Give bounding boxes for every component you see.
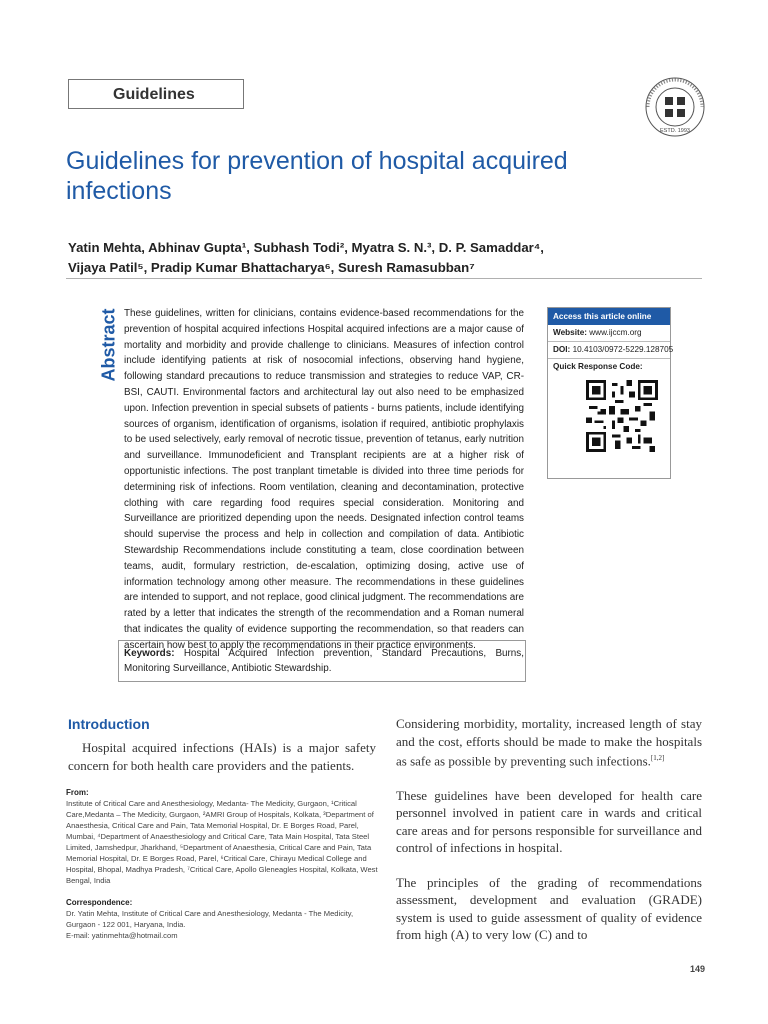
from-label: From: (66, 788, 89, 797)
doi-value: 10.4103/0972-5229.128705 (572, 345, 674, 354)
society-logo (644, 76, 706, 138)
from-text: Institute of Critical Care and Anesthesiology, Medanta- The Medicity, Gurgaon, ¹Critical Care,Medanta – The Medicity, Gurgaon, ²AMRI Group of Hospitals, Kolkata, ³Department of Anaesthesia, Critical Care and Pain, Tata Memorial Hospital, Dr. E Borges Road, Parel, Mumbai, ⁴Department of Anaesthesiology and Critical Care, Tata Main Hospital, Tata Steel Limited, Jamshedpur, Jharkhand, ⁵Department of Anaesthesia, Critical Care and Pain, Tata Memorial Hospital, Dr. E Borges Road, Parel, ⁶Critical Care, Chirayu Medical College and Hospital, Bhopal, Madhya Pradesh, ⁷Critical Care, Apollo Gleneagles Hospital, Kolkata, West Bengal, India (66, 799, 378, 885)
doi-row (548, 342, 674, 359)
logo-est-text: ESTD. 1993 (660, 128, 690, 134)
correspondence-email[interactable]: E-mail: yatinmehta@hotmail.com (66, 931, 178, 940)
right-paragraph-3: The principles of the grading of recommendations assessment, development and evaluation (GRADE) system is used to guide assessment of quality of evidence from high (A) to very low (C) and to (396, 874, 702, 943)
abstract-label-vertical (96, 300, 122, 390)
affiliation-notes (66, 787, 382, 941)
section-label: Guidelines (113, 86, 195, 103)
authors-line-1: Yatin Mehta, Abhinav Gupta¹, Subhash Todi², Myatra S. N.³, D. P. Samaddar⁴, (68, 240, 544, 255)
access-article-box (547, 307, 674, 479)
website-label: Website: (553, 328, 587, 337)
abstract-label: Abstract (98, 308, 119, 382)
access-heading: Access this article online (548, 308, 670, 325)
author-list (68, 238, 628, 278)
doi-label: DOI: (553, 345, 571, 354)
right-paragraph-1 (396, 715, 702, 770)
website-link[interactable]: www.ijccm.org (589, 328, 642, 337)
article-title: Guidelines for prevention of hospital acquired infections (66, 147, 568, 205)
section-label-box (68, 79, 244, 109)
introduction-heading: Introduction (68, 716, 150, 732)
qr-code-icon (586, 380, 658, 452)
right-paragraph-1-text: Considering morbidity, mortality, increased length of stay and the cost, efforts should be made to make the hospitals as safe as possible by preventing such infections. (396, 716, 702, 769)
introduction-paragraph-1: Hospital acquired infections (HAIs) is a major safety concern for both health care providers and the patients. (68, 740, 376, 773)
keywords-label: Keywords: (124, 648, 175, 659)
correspondence-label: Correspondence: (66, 898, 133, 907)
qr-label: Quick Response Code: (553, 362, 643, 371)
correspondence-text: Dr. Yatin Mehta, Institute of Critical Care and Anesthesiology, Medanta - The Medicity, Gurgaon - 122 001, Haryana, India. (66, 909, 354, 929)
authors-line-2: Vijaya Patil⁵, Pradip Kumar Bhattacharya⁶, Suresh Ramasubban⁷ (68, 260, 475, 275)
abstract-text: These guidelines, written for clinicians, contains evidence-based recommendations for the prevention of hospital acquired infections Hospital acquired infections are a major cause of mortality and morbidity and provide challenge to clinicians. Measures of infection control include identifying patients at risk of nosocomial infections, observing hand hygiene, following standard precautions to reduce transmission and strategies to reduce VAP, CR-BSI, CAUTI. Environmental factors and architectural lay out also need to be emphasized upon. Infection prevention in special subsets of patients - burns patients, include identifying sources of organism, identification of organisms, isolation if required, antibiotic prophylaxis to be used selectively, early removal of necrotic tissue, prevention of tetanus, early nutrition and surveillance. Immunodeficient and Transplant recipients are at a higher risk of opportunistic infections. The post tranplant timetable is divided into three time periods for determining risk of infections. Room ventilation, cleaning and decontamination, protective clothing with care regarding food requires special consideration. Monitoring and Surveillance are prioritized depending upon the needs. Designated infection control teams should supervise the process and help in collection and compilation of data. Antibiotic Stewardship Recommendations include constituting a team, close coordination between teams, audit, formulary restriction, de-escalation, optimizing dosing, active use of information technology among other measure. The recommendations in these guidelines are intended to support, and not replace, good clinical judgment. The recommendations are rated by a letter that indicates the strength of the recommendation and a Roman numeral that indicates the quality of evidence supporting the recommendation, so that readers can ascertain how best to apply the recommendations in their practice environments. (124, 308, 524, 651)
keywords-text: Hospital Acquired Infection prevention, Standard Precautions, Burns, Monitoring Surveillance, Antibiotic Stewardship. (124, 648, 524, 674)
right-column-text (396, 715, 702, 961)
header-divider (66, 278, 702, 279)
qr-label-row (548, 359, 670, 375)
citation-ref: [1,2] (650, 754, 665, 762)
keywords (124, 646, 524, 676)
website-row (548, 325, 670, 342)
page-number: 149 (690, 964, 706, 974)
right-paragraph-2: These guidelines have been developed for health care personnel involved in patient care in wards and critical care areas and for persons responsible for surveillance and control of infections in hospital. (396, 787, 702, 856)
